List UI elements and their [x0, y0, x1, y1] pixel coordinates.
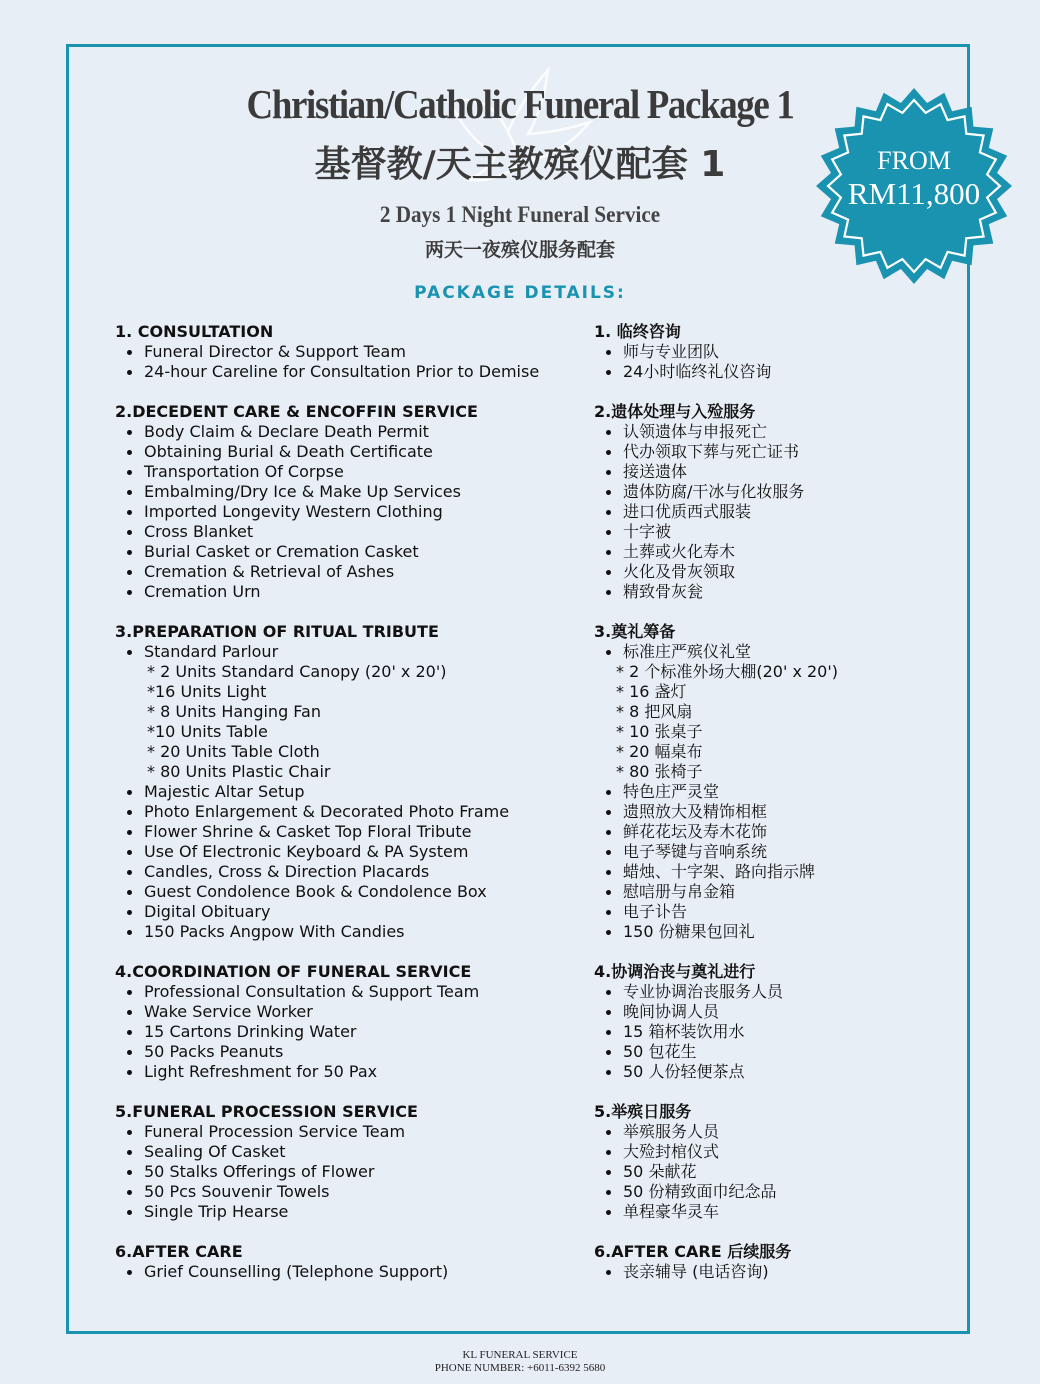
section [115, 962, 585, 1082]
list-item: Photo Enlargement & Decorated Photo Frame [115, 802, 585, 822]
list-item: 24小时临终礼仪咨询 [594, 362, 924, 382]
item-list [594, 1122, 924, 1222]
section-title: 4.COORDINATION OF FUNERAL SERVICE [115, 962, 472, 981]
list-item: Funeral Procession Service Team [115, 1122, 585, 1142]
section-title: 2.遗体处理与入殓服务 [594, 402, 756, 421]
list-item: Cross Blanket [115, 522, 585, 542]
english-column [115, 322, 585, 1302]
list-item: 单程豪华灵车 [594, 1202, 924, 1222]
item-list [115, 422, 585, 602]
list-item: 50 包花生 [594, 1042, 924, 1062]
section [115, 622, 585, 942]
list-item: Embalming/Dry Ice & Make Up Services [115, 482, 585, 502]
list-item: Single Trip Hearse [115, 1202, 585, 1222]
section-title: 3.PREPARATION OF RITUAL TRIBUTE [115, 622, 439, 641]
sub-item: * 2 个标准外场大棚(20' x 20') [616, 662, 838, 681]
item-list [115, 1262, 585, 1282]
list-item: Flower Shrine & Casket Top Floral Tribute [115, 822, 585, 842]
section [594, 402, 924, 602]
list-item: 慰唁册与帛金箱 [594, 882, 924, 902]
list-item: 150 Packs Angpow With Candies [115, 922, 585, 942]
list-item: 标准庄严殡仪礼堂 [594, 642, 924, 662]
list-item: Grief Counselling (Telephone Support) [115, 1262, 585, 1282]
list-item: 火化及骨灰领取 [594, 562, 924, 582]
list-item: 15 Cartons Drinking Water [115, 1022, 585, 1042]
sub-item: * 8 Units Hanging Fan [147, 702, 321, 721]
list-item: 丧亲辅导 (电话咨询) [594, 1262, 924, 1282]
list-item: Imported Longevity Western Clothing [115, 502, 585, 522]
list-item: 进口优质西式服装 [594, 502, 924, 522]
item-list [594, 342, 924, 382]
list-item: 150 份糖果包回礼 [594, 922, 924, 942]
list-item: 晚间协调人员 [594, 1002, 924, 1022]
list-item: 大殓封棺仪式 [594, 1142, 924, 1162]
item-list [115, 982, 585, 1082]
section [594, 1102, 924, 1222]
list-item: 50 人份轻便茶点 [594, 1062, 924, 1082]
section-title: 1. CONSULTATION [115, 322, 274, 341]
list-item: 50 Packs Peanuts [115, 1042, 585, 1062]
section-title: 1. 临终咨询 [594, 322, 681, 341]
list-item: Cremation & Retrieval of Ashes [115, 562, 585, 582]
list-item: 师与专业团队 [594, 342, 924, 362]
item-list [115, 342, 585, 382]
list-item: 电子琴键与音响系统 [594, 842, 924, 862]
sub-item: * 8 把风扇 [616, 702, 693, 721]
item-list [594, 1262, 924, 1282]
section-title: 6.AFTER CARE 后续服务 [594, 1242, 792, 1261]
footer-phone: PHONE NUMBER: +6011-6392 5680 [434, 1362, 606, 1374]
list-item: 土葬或火化寿木 [594, 542, 924, 562]
list-item: Obtaining Burial & Death Certificate [115, 442, 585, 462]
list-item: 15 箱杯装饮用水 [594, 1022, 924, 1042]
list-item: 电子讣告 [594, 902, 924, 922]
section-title: 4.协调治丧与奠礼进行 [594, 962, 756, 981]
footer [0, 1349, 1040, 1375]
list-item: 24-hour Careline for Consultation Prior to Demise [115, 362, 585, 382]
list-item: 遗体防腐/干冰与化妆服务 [594, 482, 924, 502]
list-item: 鲜花花坛及寿木花饰 [594, 822, 924, 842]
list-item: Sealing Of Casket [115, 1142, 585, 1162]
section [594, 322, 924, 382]
chinese-column [594, 322, 924, 1302]
page-title-zh: 基督教/天主教殡仪配套 1 [314, 144, 726, 185]
footer-company: KL FUNERAL SERVICE [462, 1349, 578, 1361]
section [115, 1242, 585, 1282]
item-list [115, 1122, 585, 1222]
item-list [594, 982, 924, 1082]
list-item: 认领遗体与申报死亡 [594, 422, 924, 442]
list-item: Use Of Electronic Keyboard & PA System [115, 842, 585, 862]
list-item: Transportation Of Corpse [115, 462, 585, 482]
list-item: 举殡服务人员 [594, 1122, 924, 1142]
list-item: Body Claim & Declare Death Permit [115, 422, 585, 442]
list-item: Burial Casket or Cremation Casket [115, 542, 585, 562]
sub-item: * 80 Units Plastic Chair [147, 762, 331, 781]
item-list [594, 422, 924, 602]
section-title: 2.DECEDENT CARE & ENCOFFIN SERVICE [115, 402, 478, 421]
badge-price: RM11,800 [847, 176, 981, 211]
list-item: Candles, Cross & Direction Placards [115, 862, 585, 882]
sub-item: * 10 张桌子 [616, 722, 703, 741]
badge-from-label: FROM [877, 146, 951, 175]
list-item: Guest Condolence Book & Condolence Box [115, 882, 585, 902]
section-title: 5.FUNERAL PROCESSION SERVICE [115, 1102, 418, 1121]
section [115, 1102, 585, 1222]
list-item: Digital Obituary [115, 902, 585, 922]
section-title: 6.AFTER CARE [115, 1242, 243, 1261]
list-item: Professional Consultation & Support Team [115, 982, 585, 1002]
sub-item: * 20 Units Table Cloth [147, 742, 320, 761]
list-item: 特色庄严灵堂 [594, 782, 924, 802]
list-item: 50 份精致面巾纪念品 [594, 1182, 924, 1202]
list-item: 十字被 [594, 522, 924, 542]
section-title: 5.举殡日服务 [594, 1102, 692, 1121]
subtitle-zh: 两天一夜殡仪服务配套 [424, 239, 615, 261]
sub-item: * 20 幅桌布 [616, 742, 703, 761]
list-item: Majestic Altar Setup [115, 782, 585, 802]
sub-item: * 2 Units Standard Canopy (20' x 20') [147, 662, 447, 681]
section [594, 962, 924, 1082]
list-item: Light Refreshment for 50 Pax [115, 1062, 585, 1082]
list-item: 遗照放大及精饰相框 [594, 802, 924, 822]
sub-item: *10 Units Table [147, 722, 268, 741]
sub-item: *16 Units Light [147, 682, 267, 701]
list-item: Wake Service Worker [115, 1002, 585, 1022]
list-item: Standard Parlour [115, 642, 585, 662]
section [594, 622, 924, 942]
sub-item: * 16 盏灯 [616, 682, 687, 701]
list-item: 专业协调治丧服务人员 [594, 982, 924, 1002]
subtitle-en: 2 Days 1 Night Funeral Service [379, 202, 661, 227]
package-details-heading: PACKAGE DETAILS: [414, 283, 626, 303]
list-item: 代办领取下葬与死亡证书 [594, 442, 924, 462]
page-title-en: Christian/Catholic Funeral Package 1 [246, 81, 794, 127]
section [115, 322, 585, 382]
section [115, 402, 585, 602]
list-item: Cremation Urn [115, 582, 585, 602]
item-list [594, 642, 924, 942]
section-title: 3.奠礼筹备 [594, 622, 676, 641]
list-item: 精致骨灰瓮 [594, 582, 924, 602]
list-item: Funeral Director & Support Team [115, 342, 585, 362]
list-item: 接送遗体 [594, 462, 924, 482]
list-item: 蜡烛、十字架、路向指示牌 [594, 862, 924, 882]
sub-item: * 80 张椅子 [616, 762, 703, 781]
section [594, 1242, 924, 1282]
list-item: 50 Stalks Offerings of Flower [115, 1162, 585, 1182]
list-item: 50 Pcs Souvenir Towels [115, 1182, 585, 1202]
item-list [115, 642, 585, 942]
list-item: 50 朵献花 [594, 1162, 924, 1182]
